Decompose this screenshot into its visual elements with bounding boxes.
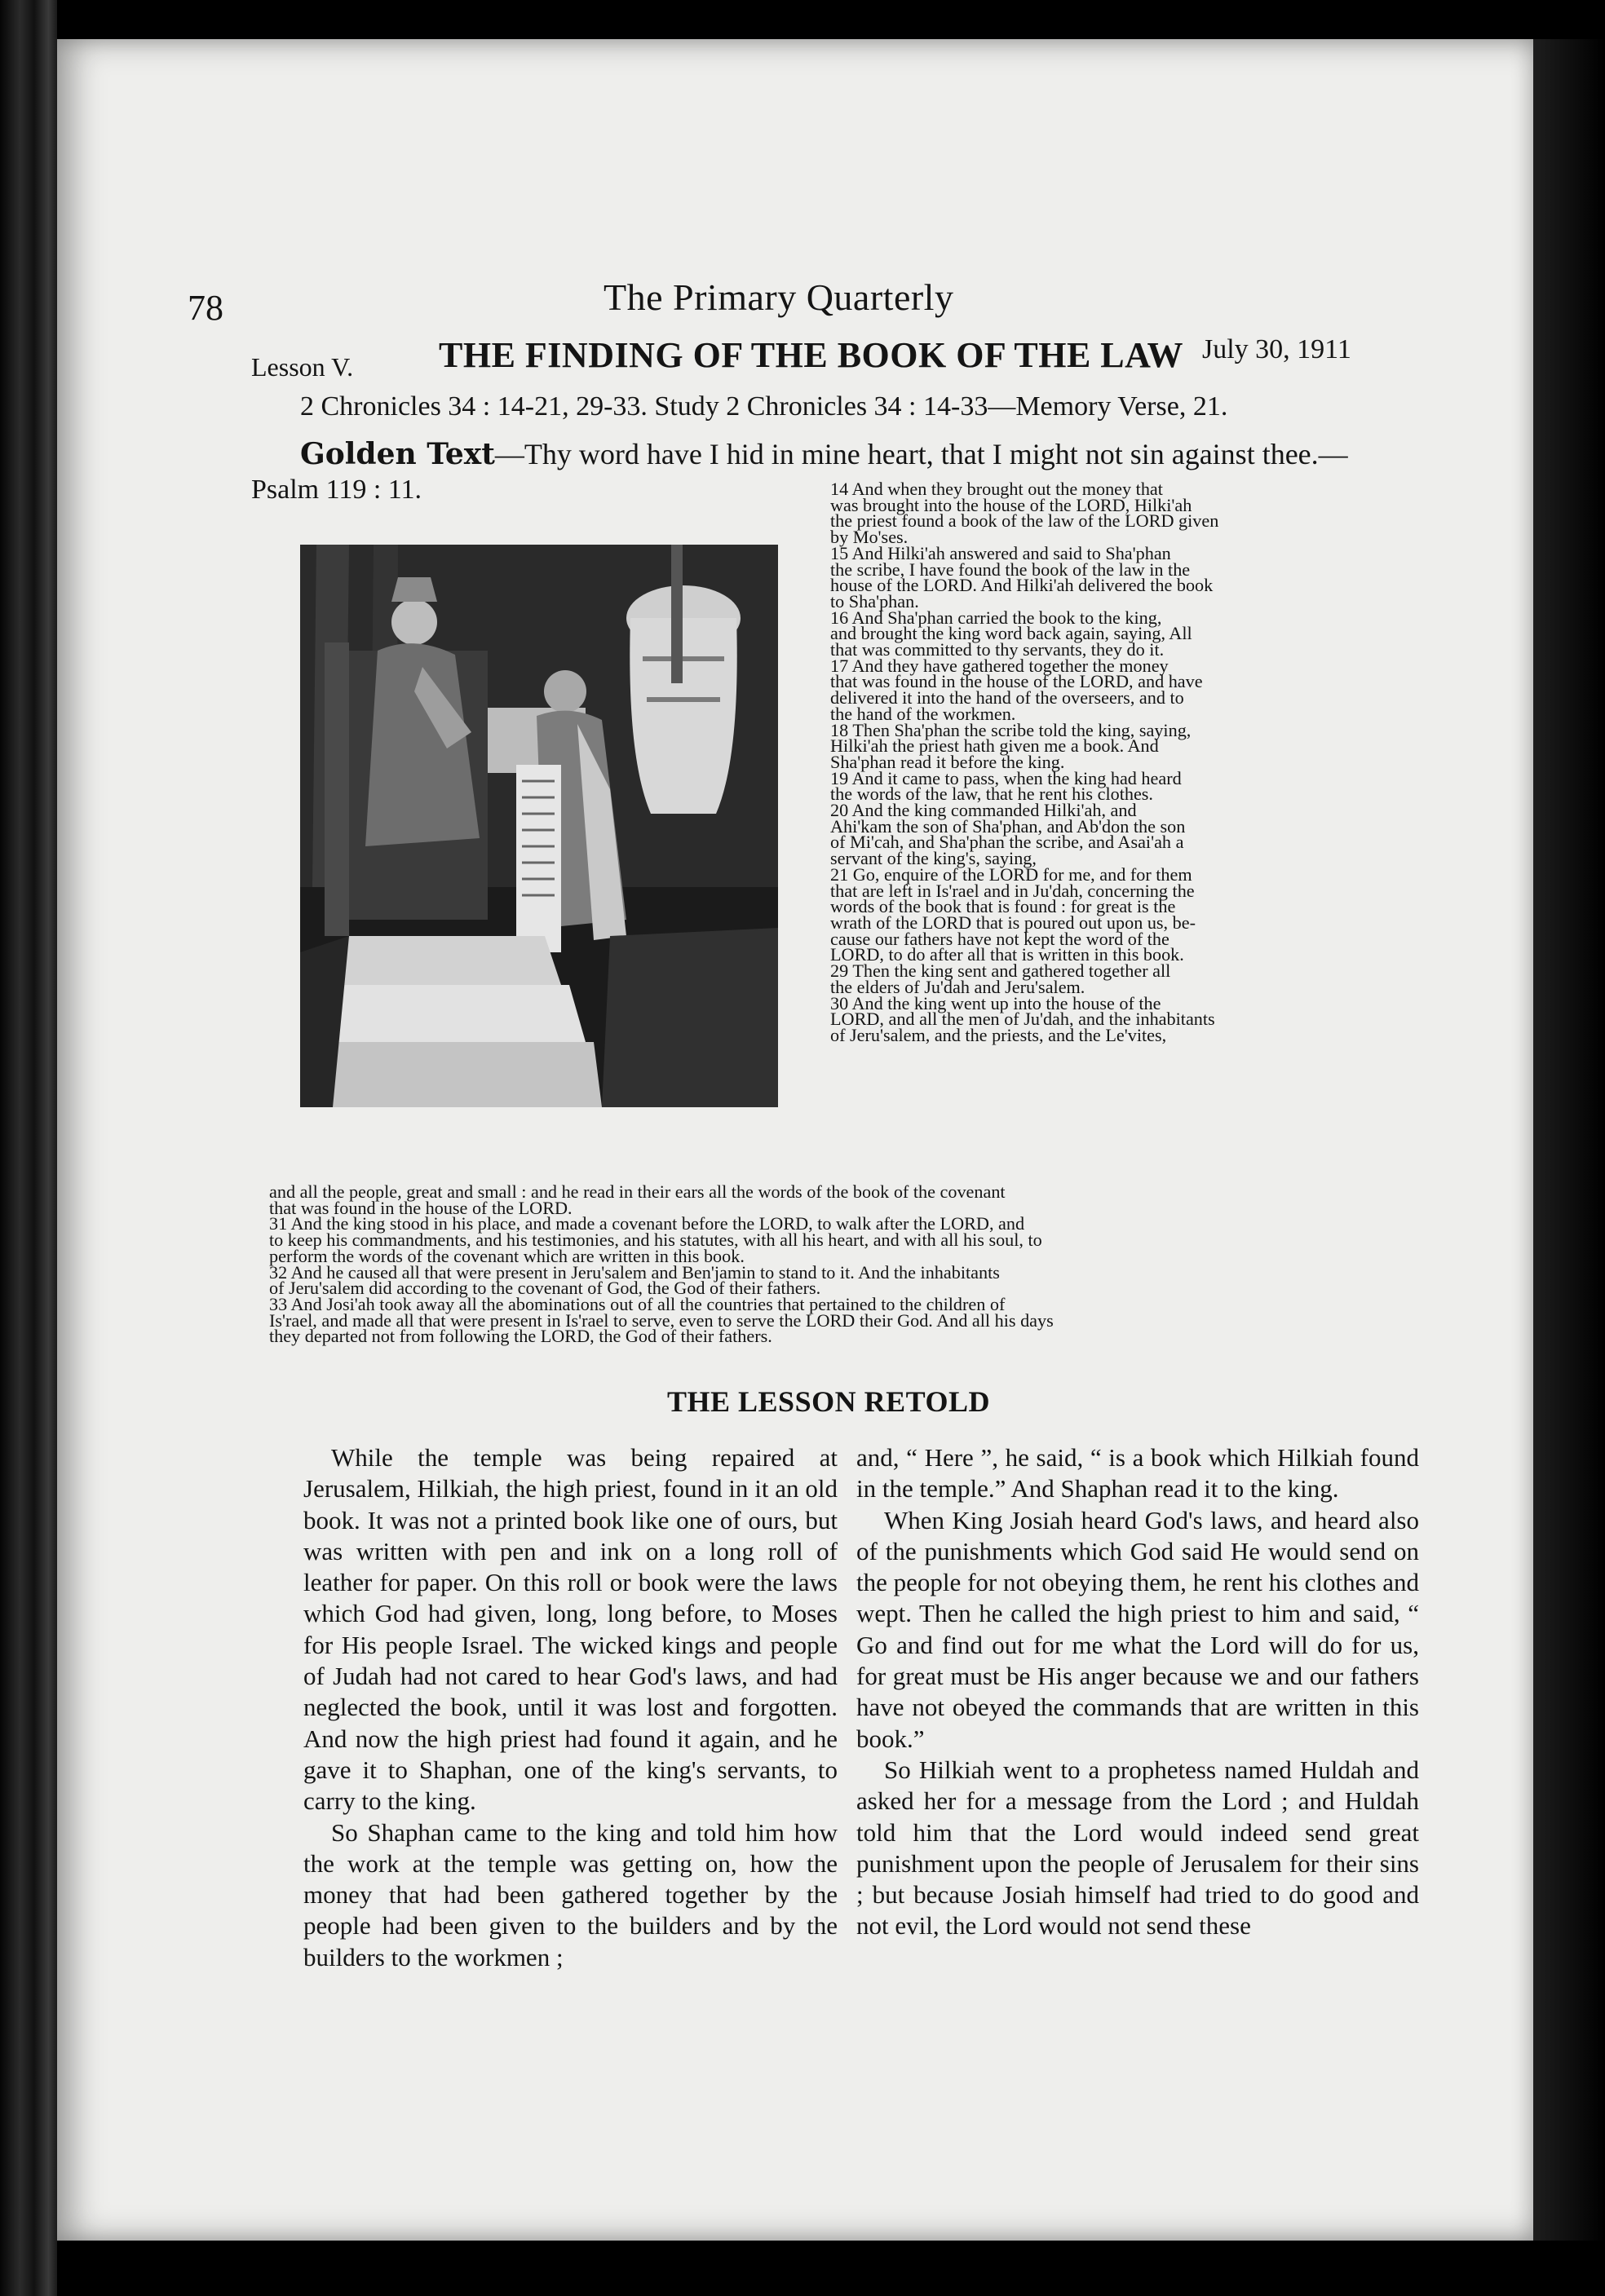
scripture-line: that was committed to thy servants, they do it. <box>830 639 1165 660</box>
scripture-line: of Jeru'salem, and the priests, and the Le'vites, <box>830 1024 1167 1045</box>
scripture-line: 18 Then Sha'phan the scribe told the king, saying, <box>830 719 1192 740</box>
scripture-line: and brought the king word back again, saying, All <box>830 623 1192 644</box>
retold-paragraph: While the temple was being repaired at Jerusalem, Hilkiah, the high priest, found in it an old book. It was not a printed book like one of ours, but was written with pen and ink on a long roll of leather for paper. On this roll or book were the laws which God had given, long, long before, to Moses for His people Israel. The wicked kings and people of Judah had not cared to hear God's laws, and had neglected the book, until it was lost and forgotten. And now the high priest had found it again, and he gave it to Shaphan, one of the king's servants, to carry to the king. <box>303 1443 838 1816</box>
scripture-line: wrath of the LORD that is poured out upon us, be- <box>830 912 1196 933</box>
section-title-lesson-retold: THE LESSON RETOLD <box>667 1385 990 1418</box>
scripture-line: delivered it into the hand of the overseers, and to <box>830 687 1184 709</box>
golden-text-label: Golden Text <box>300 437 495 471</box>
scripture-line: that are left in Is'rael and in Ju'dah, concerning the <box>830 880 1195 901</box>
scripture-line: 19 And it came to pass, when the king had heard <box>830 767 1182 788</box>
running-head: The Primary Quarterly <box>604 276 954 318</box>
retold-paragraph: So Hilkiah went to a prophetess named Huldah and asked her for a message from the Lord ; and Huldah told him that the Lord would indeed send great punishment upon the people of Jerusalem for their sins ; but because Josiah himself had tried to do good and not evil, the Lord would not send these <box>856 1755 1419 1941</box>
scripture-verses-right-column <box>830 481 1391 1044</box>
scripture-line: the scribe, I have found the book of the law in the <box>830 559 1191 580</box>
scripture-line: they departed not from following the LORD, the God of their fathers. <box>269 1326 772 1347</box>
scripture-line: the hand of the workmen. <box>830 703 1016 724</box>
scripture-line: the elders of Ju'dah and Jeru'salem. <box>830 976 1085 997</box>
scripture-line: that was found in the house of the LORD, and have <box>830 671 1203 692</box>
scripture-line: 17 And they have gathered together the money <box>830 655 1169 676</box>
retold-right-column <box>856 1442 1419 1942</box>
scripture-line: the words of the law, that he rent his clothes. <box>830 784 1153 805</box>
golden-text <box>300 437 1348 471</box>
book-binding <box>0 0 57 2296</box>
scripture-line: servant of the king's, saying, <box>830 848 1037 869</box>
scripture-line: perform the words of the covenant which are written in this book. <box>269 1245 745 1266</box>
page-number: 78 <box>188 288 223 328</box>
golden-text-body: —Thy word have I hid in mine heart, that I might not sin against thee.— <box>494 438 1348 470</box>
retold-paragraph: and, “ Here ”, he said, “ is a book which Hilkiah found in the temple.” And Shaphan read it to the king. <box>856 1443 1419 1503</box>
scripture-line: the priest found a book of the law of the LORD given <box>830 510 1219 532</box>
golden-text-reference: Psalm 119 : 11. <box>251 475 422 505</box>
scripture-reference: 2 Chronicles 34 : 14-21, 29-33. Study 2 Chronicles 34 : 14-33—Memory Verse, 21. <box>300 391 1228 422</box>
scripture-line: of Mi'cah, and Sha'phan the scribe, and Asai'ah a <box>830 832 1184 853</box>
lesson-date: July 30, 1911 <box>1202 334 1351 364</box>
scripture-line: 30 And the king went up into the house of the <box>830 992 1161 1013</box>
scripture-line: of Jeru'salem did according to the covenant of God, the God of their fathers. <box>269 1278 821 1299</box>
scripture-line: to keep his commandments, and his testimonies, and his statutes, with all his heart, and with all his soul, to <box>269 1230 1042 1251</box>
scripture-verses-full-width <box>269 1181 1391 1347</box>
scripture-line: 33 And Josi'ah took away all the abominations out of all the countries that pertained to the children of <box>269 1293 1006 1314</box>
scripture-line: 16 And Sha'phan carried the book to the king, <box>830 607 1162 628</box>
scripture-line: 21 Go, enquire of the LORD for me, and for them <box>830 863 1192 885</box>
scripture-line: 20 And the king commanded Hilki'ah, and <box>830 800 1137 821</box>
scripture-line: Sha'phan read it before the king. <box>830 751 1065 772</box>
scripture-line: 14 And when they brought out the money that <box>830 479 1163 499</box>
scripture-line: house of the LORD. And Hilki'ah delivered the book <box>830 575 1214 596</box>
page-edge-shadow <box>1533 39 1605 2241</box>
scripture-line: 31 And the king stood in his place, and made a covenant before the LORD, to walk after the LORD, and <box>269 1213 1025 1234</box>
scripture-line: LORD, and all the men of Ju'dah, and the inhabitants <box>830 1009 1215 1030</box>
scripture-line: and all the people, great and small : and he read in their ears all the words of the book of the covenant <box>269 1181 1006 1202</box>
scripture-line: 29 Then the king sent and gathered together all <box>830 960 1171 982</box>
retold-paragraph: When King Josiah heard God's laws, and heard also of the punishments which God said He would send on the people for not obeying them, he rent his clothes and wept. Then he called the high priest to him and said, “ Go and find out for me what the Lord will do for us, for great must be His anger because we and our fathers have not obeyed the commands that are written in this book.” <box>856 1505 1419 1753</box>
scripture-line: that was found in the house of the LORD. <box>269 1197 573 1218</box>
lesson-label: Lesson V. <box>251 352 354 382</box>
scripture-line: Is'rael, and made all that were present in Is'rael to serve, even to serve the LORD their God. And all his days <box>269 1309 1054 1331</box>
engraving-illustration-icon <box>300 545 778 1107</box>
scripture-line: Hilki'ah the priest hath given me a book. And <box>830 735 1159 757</box>
scripture-line: was brought into the house of the LORD, Hilki'ah <box>830 494 1192 515</box>
scripture-line: by Mo'ses. <box>830 527 909 548</box>
scripture-line: cause our fathers have not kept the word of the <box>830 928 1169 949</box>
scripture-line: 15 And Hilki'ah answered and said to Sha'phan <box>830 542 1171 563</box>
lesson-title: THE FINDING OF THE BOOK OF THE LAW <box>439 335 1184 375</box>
scripture-line: Ahi'kam the son of Sha'phan, and Ab'don the son <box>830 815 1186 837</box>
scripture-line: 32 And he caused all that were present in Jeru'salem and Ben'jamin to stand to it. And the inhabitants <box>269 1261 1000 1283</box>
scripture-line: LORD, to do after all that is written in this book. <box>830 944 1184 965</box>
scripture-line: to Sha'phan. <box>830 590 919 612</box>
retold-paragraph: So Shaphan came to the king and told him how the work at the temple was getting on, how the money that had been gathered together by the people had been given to the builders and by the builders to the workmen ; <box>303 1817 838 1971</box>
retold-left-column <box>303 1442 838 1973</box>
scripture-line: words of the book that is found : for great is the <box>830 896 1176 917</box>
